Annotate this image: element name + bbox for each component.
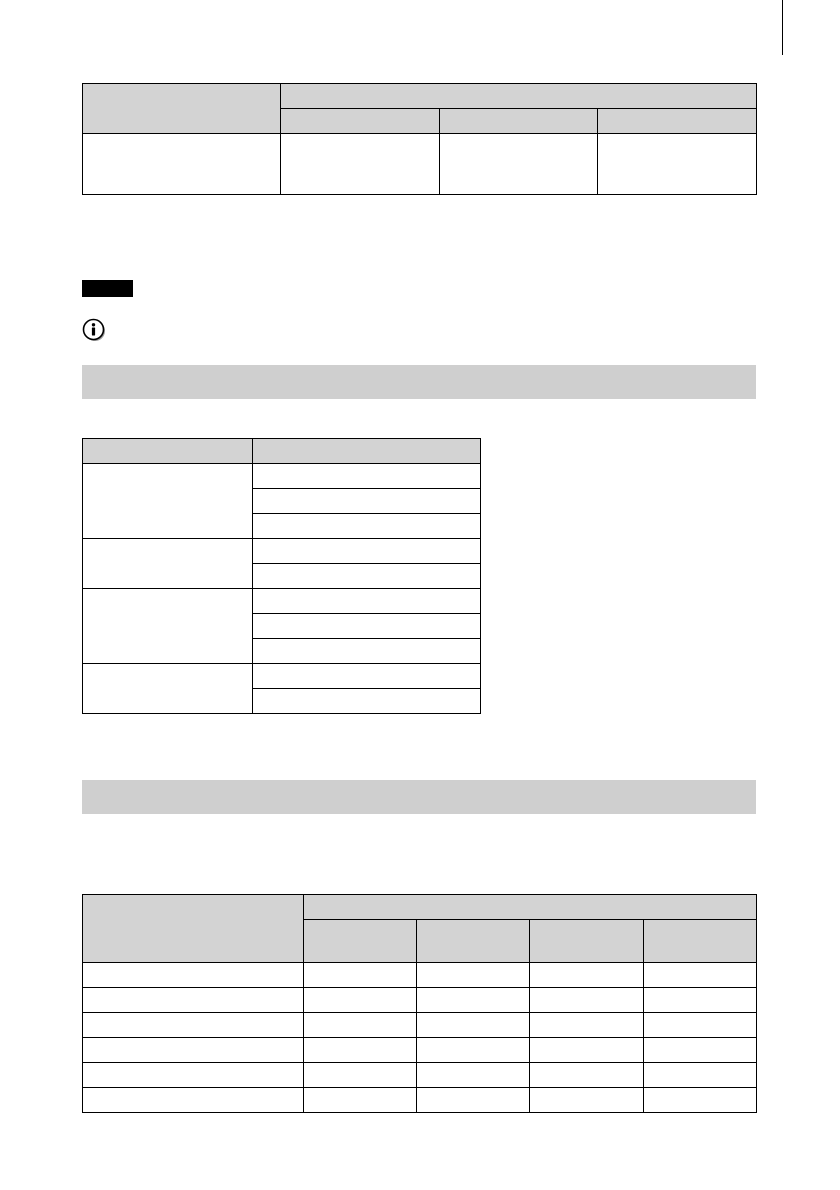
table-cell [417,1013,530,1038]
table-cell [304,1013,417,1038]
table-cell [530,1088,644,1113]
table-header-cell [530,920,644,963]
table-cell [253,639,481,664]
specification-table-top [82,83,757,195]
table-cell [253,514,481,539]
table-cell [83,988,304,1013]
table-cell [530,988,644,1013]
table-cell [304,1038,417,1063]
table-cell [644,1013,757,1038]
table-cell [530,1038,644,1063]
table-cell [530,963,644,988]
table-cell [644,1038,757,1063]
table-row [83,1088,757,1113]
table-cell [644,988,757,1013]
table-cell [530,1013,644,1038]
table-row [83,963,757,988]
table-row [83,539,481,564]
table-cell [304,1088,417,1113]
table-row [83,1013,757,1038]
table-cell [417,988,530,1013]
table-cell [417,1088,530,1113]
table-row [83,664,481,689]
table-cell [644,963,757,988]
table-cell [83,963,304,988]
info-circle-icon [82,318,106,342]
table-cell [253,689,481,714]
table-cell [83,1013,304,1038]
table-cell [253,464,481,489]
table-cell [253,539,481,564]
crop-mark [782,0,783,55]
table-header-cell [304,920,417,963]
specification-table-bottom [82,894,757,1113]
table-cell [83,1063,304,1088]
table-cell [281,134,440,195]
table-row [83,1063,757,1088]
table-cell [417,1038,530,1063]
table-header-cell [417,920,530,963]
table-row [83,589,481,614]
table-cell [644,1088,757,1113]
table-cell [253,589,481,614]
table-row [83,464,481,489]
table-row [83,988,757,1013]
table-cell [598,134,757,195]
table-cell [253,564,481,589]
table-header-cell [440,109,598,134]
table-cell [83,134,281,195]
table-cell [253,614,481,639]
grouped-list-table [82,438,481,714]
table-header-cell [644,920,757,963]
table-header-cell [83,895,304,963]
table-cell [304,988,417,1013]
section-header-bar [82,365,756,399]
table-cell [417,1063,530,1088]
table-row [83,1038,757,1063]
table-cell [304,963,417,988]
table-group-cell [83,664,253,714]
note-label-box [82,280,133,297]
table-group-cell [83,539,253,589]
table-header-cell [83,84,281,134]
table-cell [417,963,530,988]
table-cell [530,1063,644,1088]
table-cell [644,1063,757,1088]
table-cell [304,1063,417,1088]
table-header-cell [281,109,440,134]
table-header-cell [253,439,481,464]
table-header-cell [598,109,757,134]
table-cell [440,134,598,195]
section-header-bar [82,780,756,814]
table-header-cell [281,84,757,109]
table-header-cell [304,895,757,920]
table-row [83,134,757,195]
table-cell [83,1038,304,1063]
table-group-cell [83,464,253,539]
table-cell [253,489,481,514]
table-cell [253,664,481,689]
table-group-cell [83,589,253,664]
table-header-cell [83,439,253,464]
table-cell [83,1088,304,1113]
